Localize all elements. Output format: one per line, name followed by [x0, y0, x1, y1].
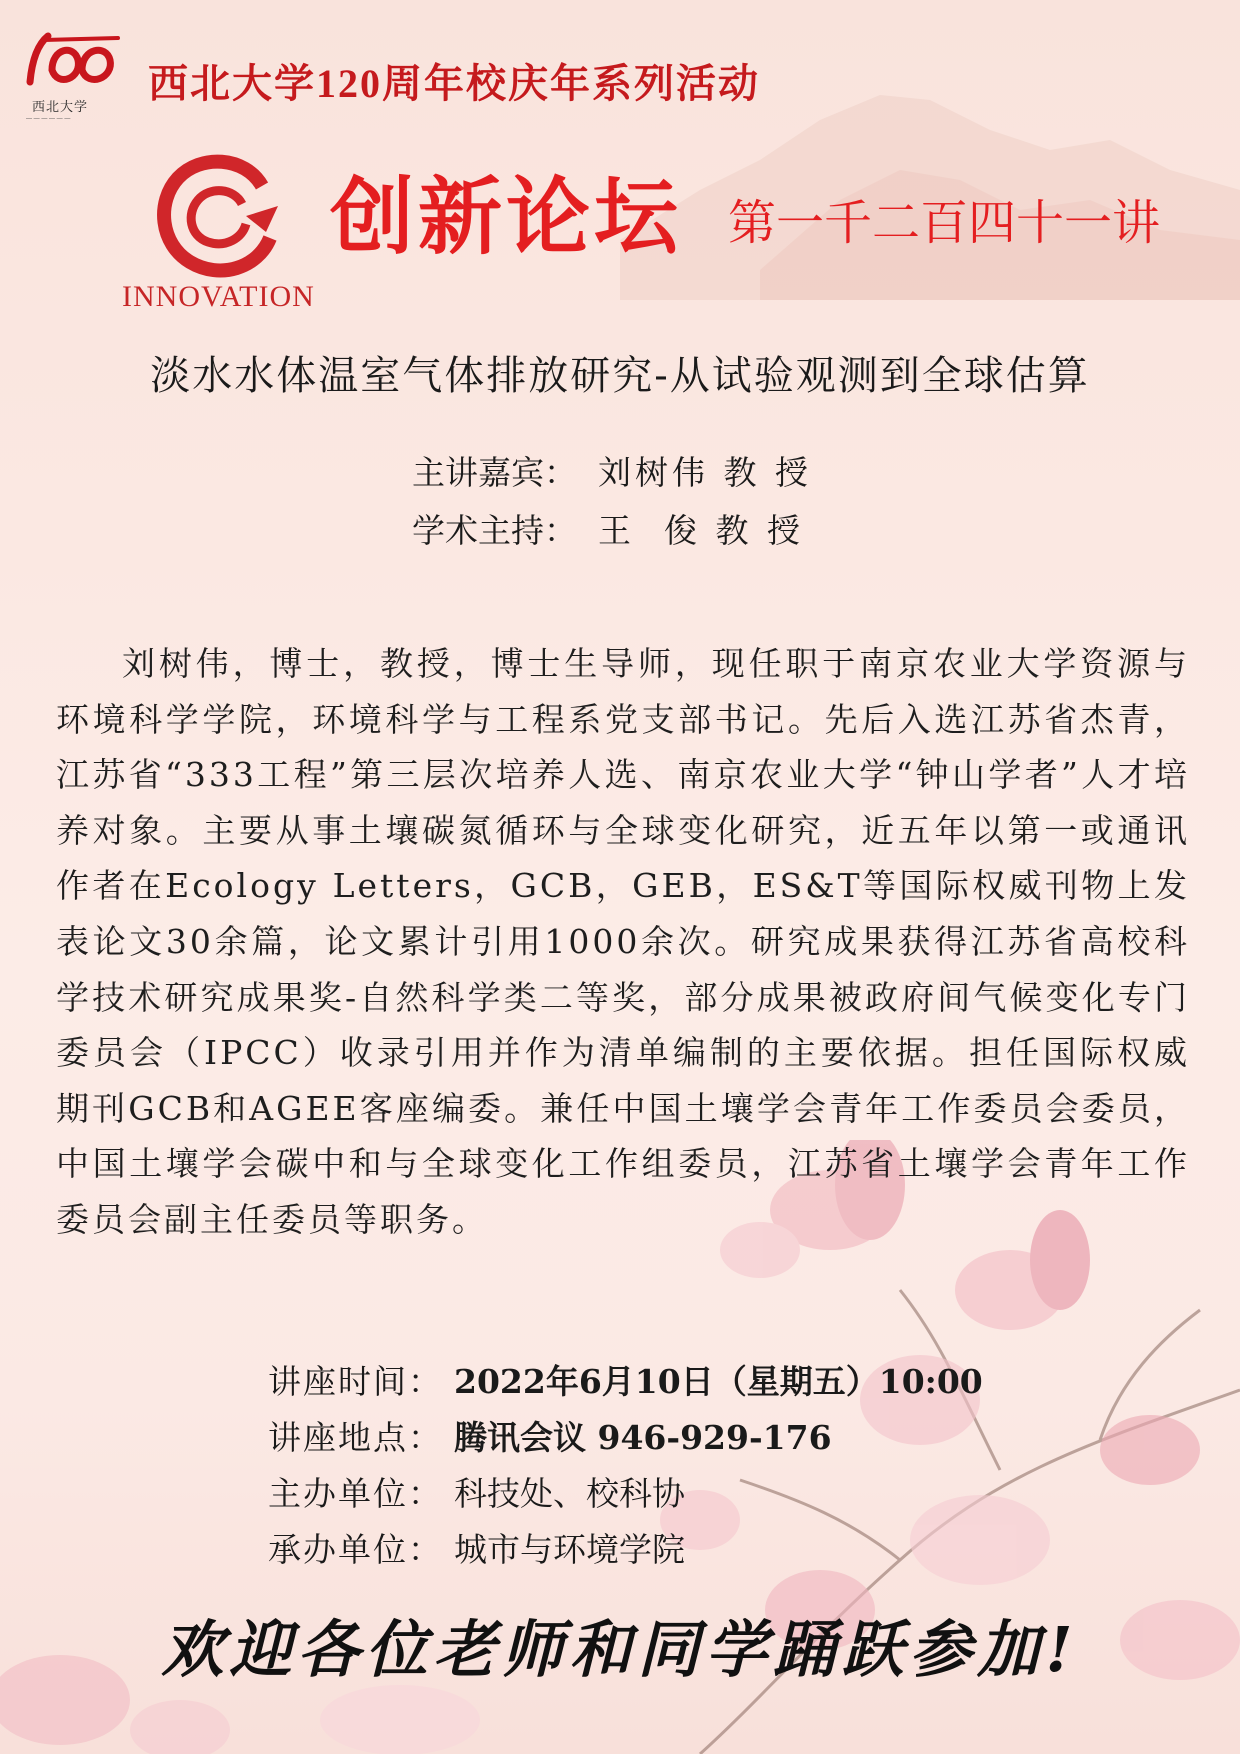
- series-title: 西北大学120周年校庆年系列活动: [148, 61, 760, 106]
- speaker-label: 主讲嘉宾：: [412, 453, 577, 492]
- time-value: 2022年6月10日（星期五）10:00: [454, 1362, 983, 1401]
- anniversary-120-icon: [22, 30, 122, 94]
- undertaker-label: 承办单位：: [268, 1530, 443, 1569]
- speaker-block: [412, 444, 812, 560]
- time-label: 讲座时间：: [268, 1362, 443, 1401]
- forum-title: 创新论坛: [330, 168, 683, 266]
- innovation-logo-icon: [150, 146, 290, 296]
- organizer-row: [268, 1466, 983, 1522]
- place-label: 讲座地点：: [268, 1418, 443, 1457]
- speaker-bio: 刘树伟，博士，教授，博士生导师，现任职于南京农业大学资源与环境科学学院，环境科学与工程系党支部书记。先后入选江苏省杰青，江苏省“333工程”第三层次培养人选、南京农业大学“钟山学者”人才培养对象。主要从事土壤碳氮循环与全球变化研究，近五年以第一或通讯作者在Ecology Letters，GCB，GEB，ES&T等国际权威刊物上发表论文30余篇，论文累计引用1000余次。研究成果获得江苏省高校科学技术研究成果奖-自然科学类二等奖，部分成果被政府间气候变化专门委员会（IPCC）收录引用并作为清单编制的主要依据。担任国际权威期刊GCB和AGEE客座编委。兼任中国土壤学会青年工作委员会委员，中国土壤学会碳中和与全球变化工作组委员，江苏省土壤学会青年工作委员会副主任委员等职务。: [56, 644, 1190, 1239]
- place-row: [268, 1410, 983, 1466]
- talk-title: 淡水水体温室气体排放研究-从试验观测到全球估算: [150, 353, 1090, 399]
- speaker-name: 刘树伟 教 授: [598, 453, 812, 492]
- university-120-logo: [22, 30, 122, 134]
- innovation-logo-text: INNOVATION: [122, 280, 315, 313]
- university-logo-subtext: — — — — — —: [26, 116, 71, 122]
- host-label: 学术主持：: [412, 511, 577, 550]
- university-logo-text: 西北大学: [32, 100, 89, 115]
- organizer-label: 主办单位：: [268, 1474, 443, 1513]
- welcome-message: 欢迎各位老师和同学踊跃参加!: [161, 1613, 1079, 1686]
- organizer-value: 科技处、校科协: [454, 1474, 685, 1513]
- host-row: [412, 502, 812, 560]
- place-value: 腾讯会议 946-929-176: [454, 1418, 832, 1457]
- host-name: 王 俊 教 授: [598, 511, 804, 550]
- event-details: [268, 1354, 983, 1578]
- time-row: [268, 1354, 983, 1410]
- undertaker-row: [268, 1522, 983, 1578]
- undertaker-value: 城市与环境学院: [454, 1530, 685, 1569]
- lecture-number: 第一千二百四十一讲: [728, 195, 1161, 251]
- speaker-row: [412, 444, 812, 502]
